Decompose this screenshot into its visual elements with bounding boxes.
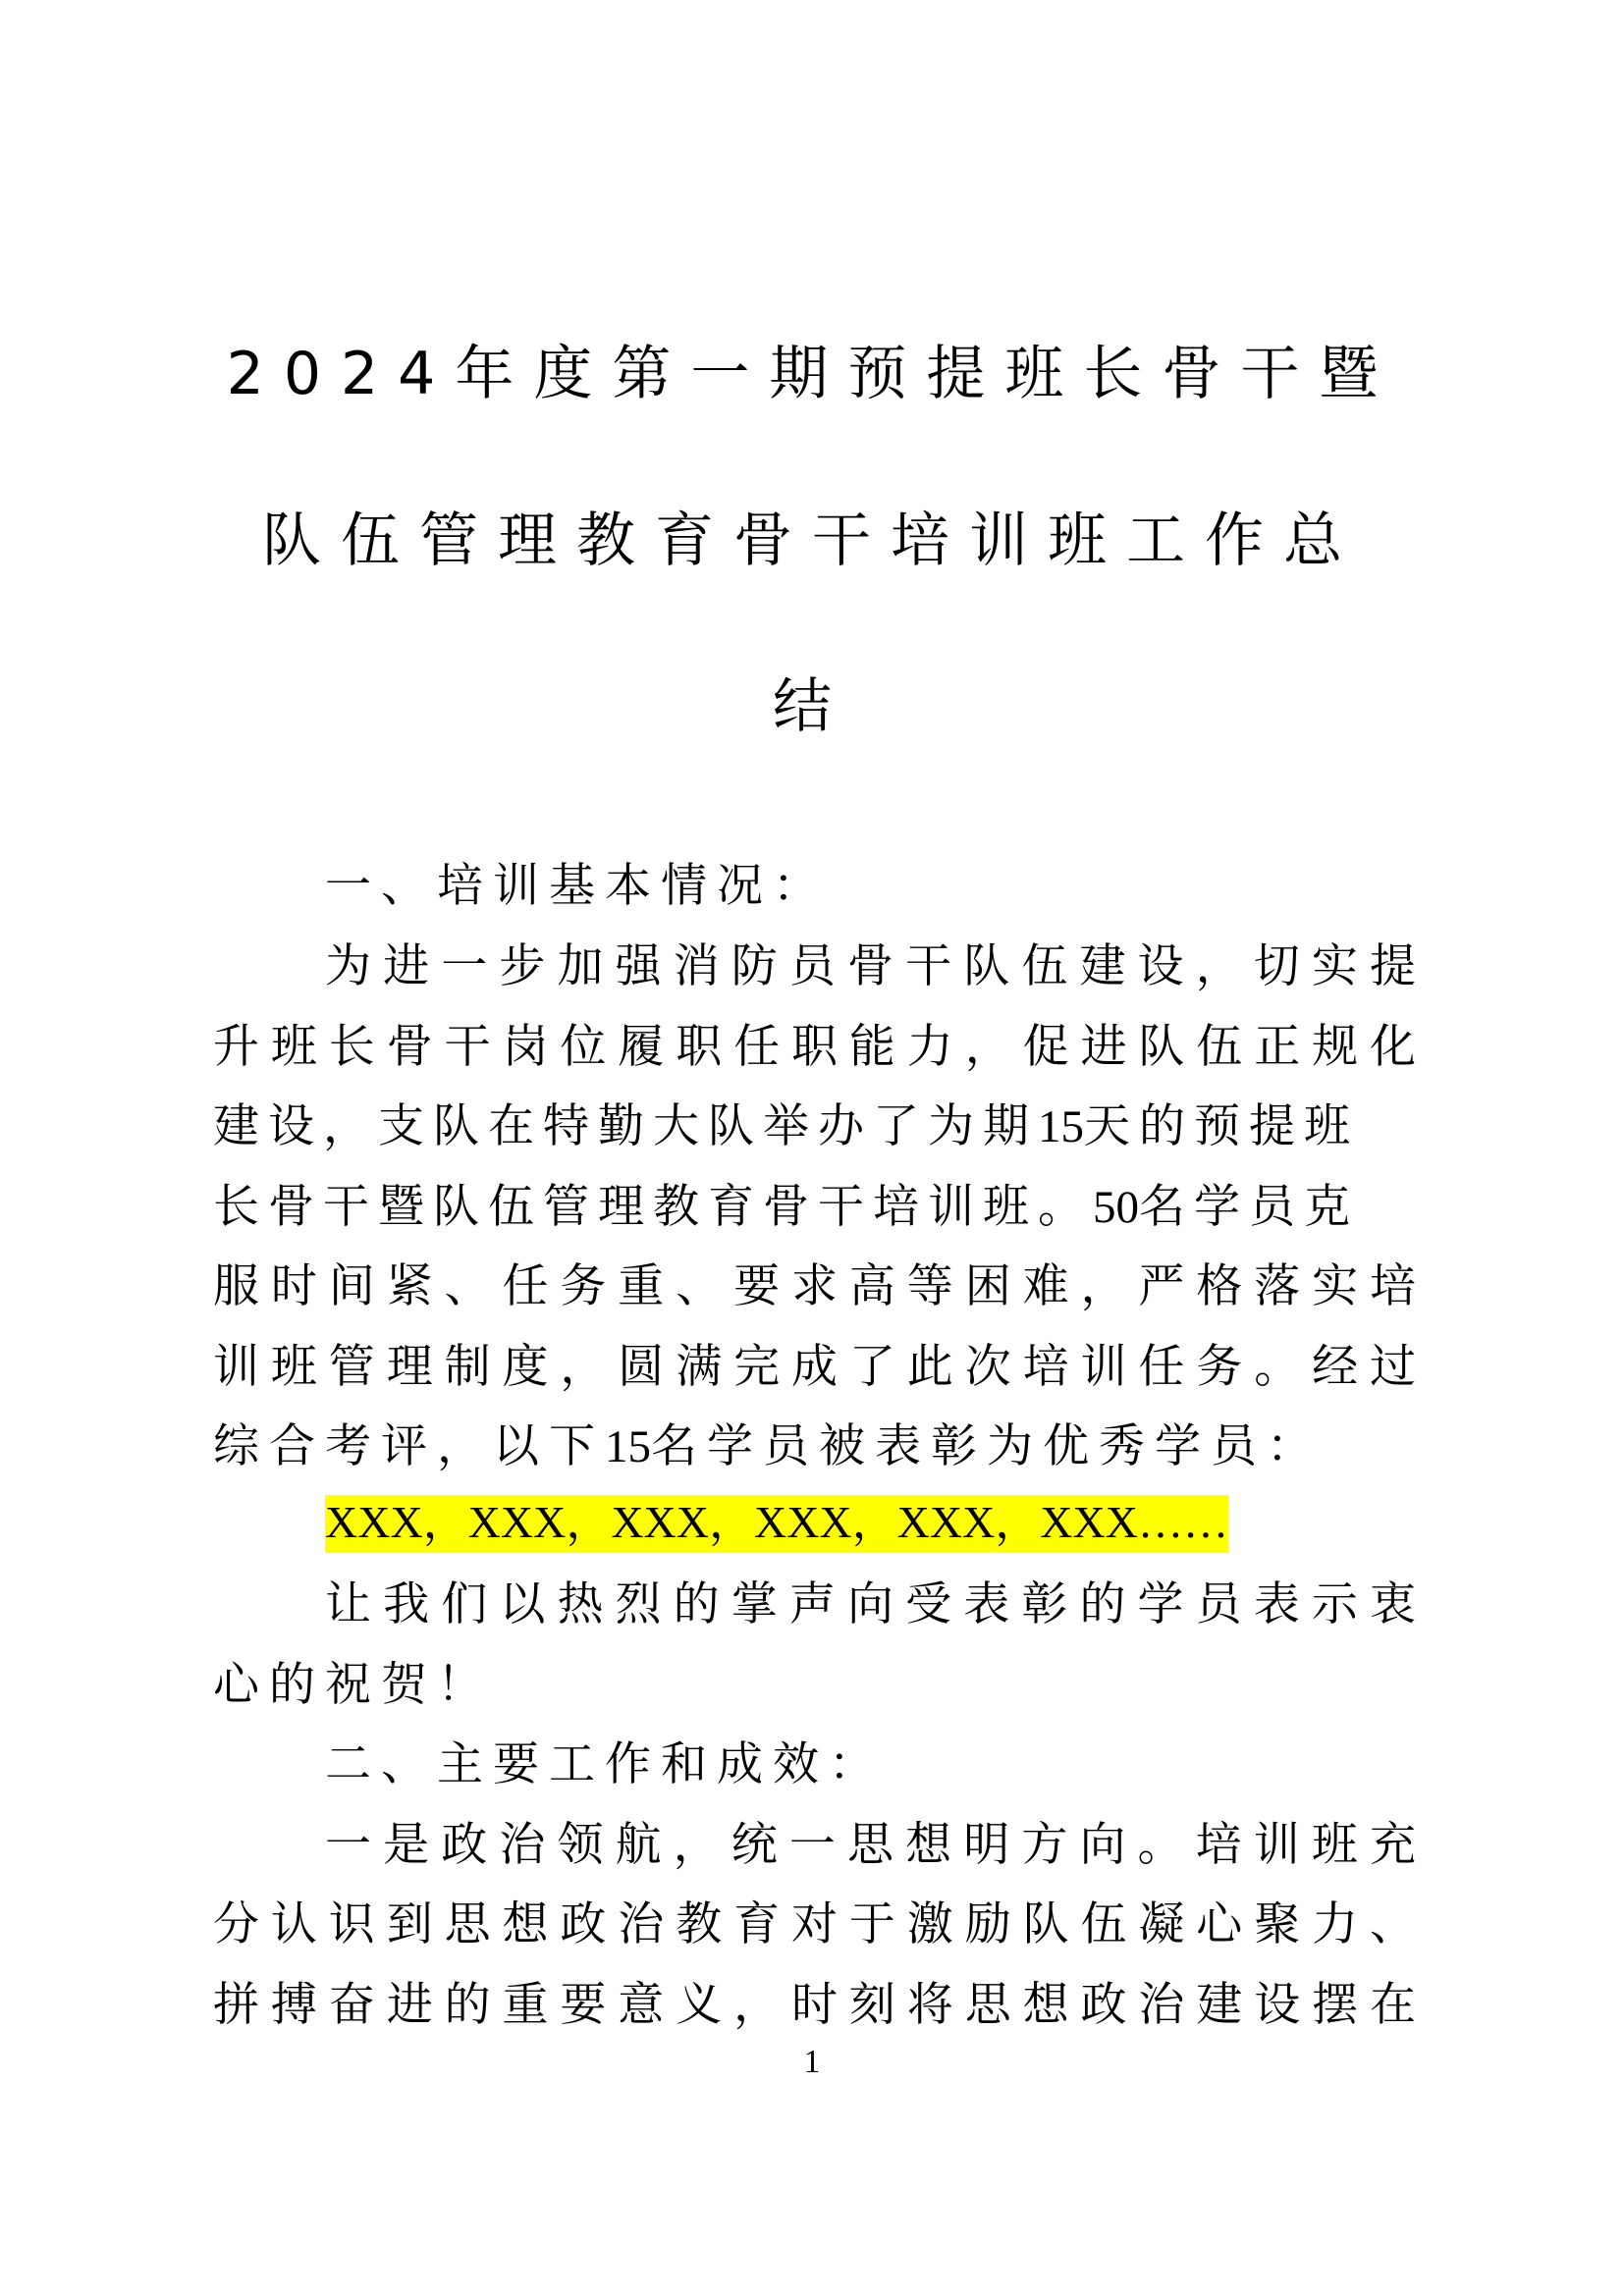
para3-line-1: 一是政治领航，统一思想明方向。培训班充 [325,1818,1416,1872]
para1-line-1: 为进一步加强消防员骨干队伍建设，切实提 [325,939,1416,993]
para1-line-4 [213,1178,1416,1237]
para1-line-6: 训班管理制度，圆满完成了此次培训任务。经过 [213,1340,1416,1394]
para1-line-5: 服时间紧、任务重、要求高等困难，严格落实培 [213,1259,1416,1313]
para2-line-1: 让我们以热烈的掌声向受表彰的学员表示衷 [325,1577,1416,1631]
para1-line-4-text: 长骨干暨队伍管理教育骨干培训班。 [213,1180,1093,1234]
para2-line-2: 心的祝贺！ [213,1658,493,1712]
training-days-number: 15 [1038,1101,1084,1152]
title-line-2: 队伍管理教育骨干培训班工作总 [262,507,1362,575]
para1-line-3-text: 建设，支队在特勤大队举办了为期 [213,1099,1038,1153]
section2-heading: 二、主要工作和成效： [325,1737,885,1791]
para1-line-7-text: 综合考评，以下 [213,1419,605,1473]
section1-heading: 一、培训基本情况： [325,859,829,913]
trainee-count-number: 50 [1093,1182,1139,1233]
page-number: 1 [803,2044,821,2080]
para1-line-7 [213,1417,1416,1476]
para1-line-3 [213,1097,1416,1156]
para1-line-4-tail: 名学员克 [1139,1180,1359,1234]
title-line-3: 结 [773,672,851,741]
para3-line-3: 拼搏奋进的重要意义，时刻将思想政治建设摆在 [213,1978,1416,2032]
para1-line-7-tail: 名学员被表彰为优秀学员： [651,1419,1323,1473]
para3-line-2: 分认识到思想政治教育对于激励队伍凝心聚力、 [213,1897,1416,1951]
title-line-1: 2024年度第一期预提班长骨干暨 [226,340,1398,408]
para1-line-3-tail: 天的预提班 [1084,1099,1359,1153]
honorees-highlight: XXX，XXX，XXX，XXX，XXX，XXX…… [325,1495,1228,1553]
honorees-line [325,1493,1228,1552]
para1-line-2: 升班长骨干岗位履职任职能力，促进队伍正规化 [213,1020,1416,1074]
honoree-count-number: 15 [605,1421,651,1472]
